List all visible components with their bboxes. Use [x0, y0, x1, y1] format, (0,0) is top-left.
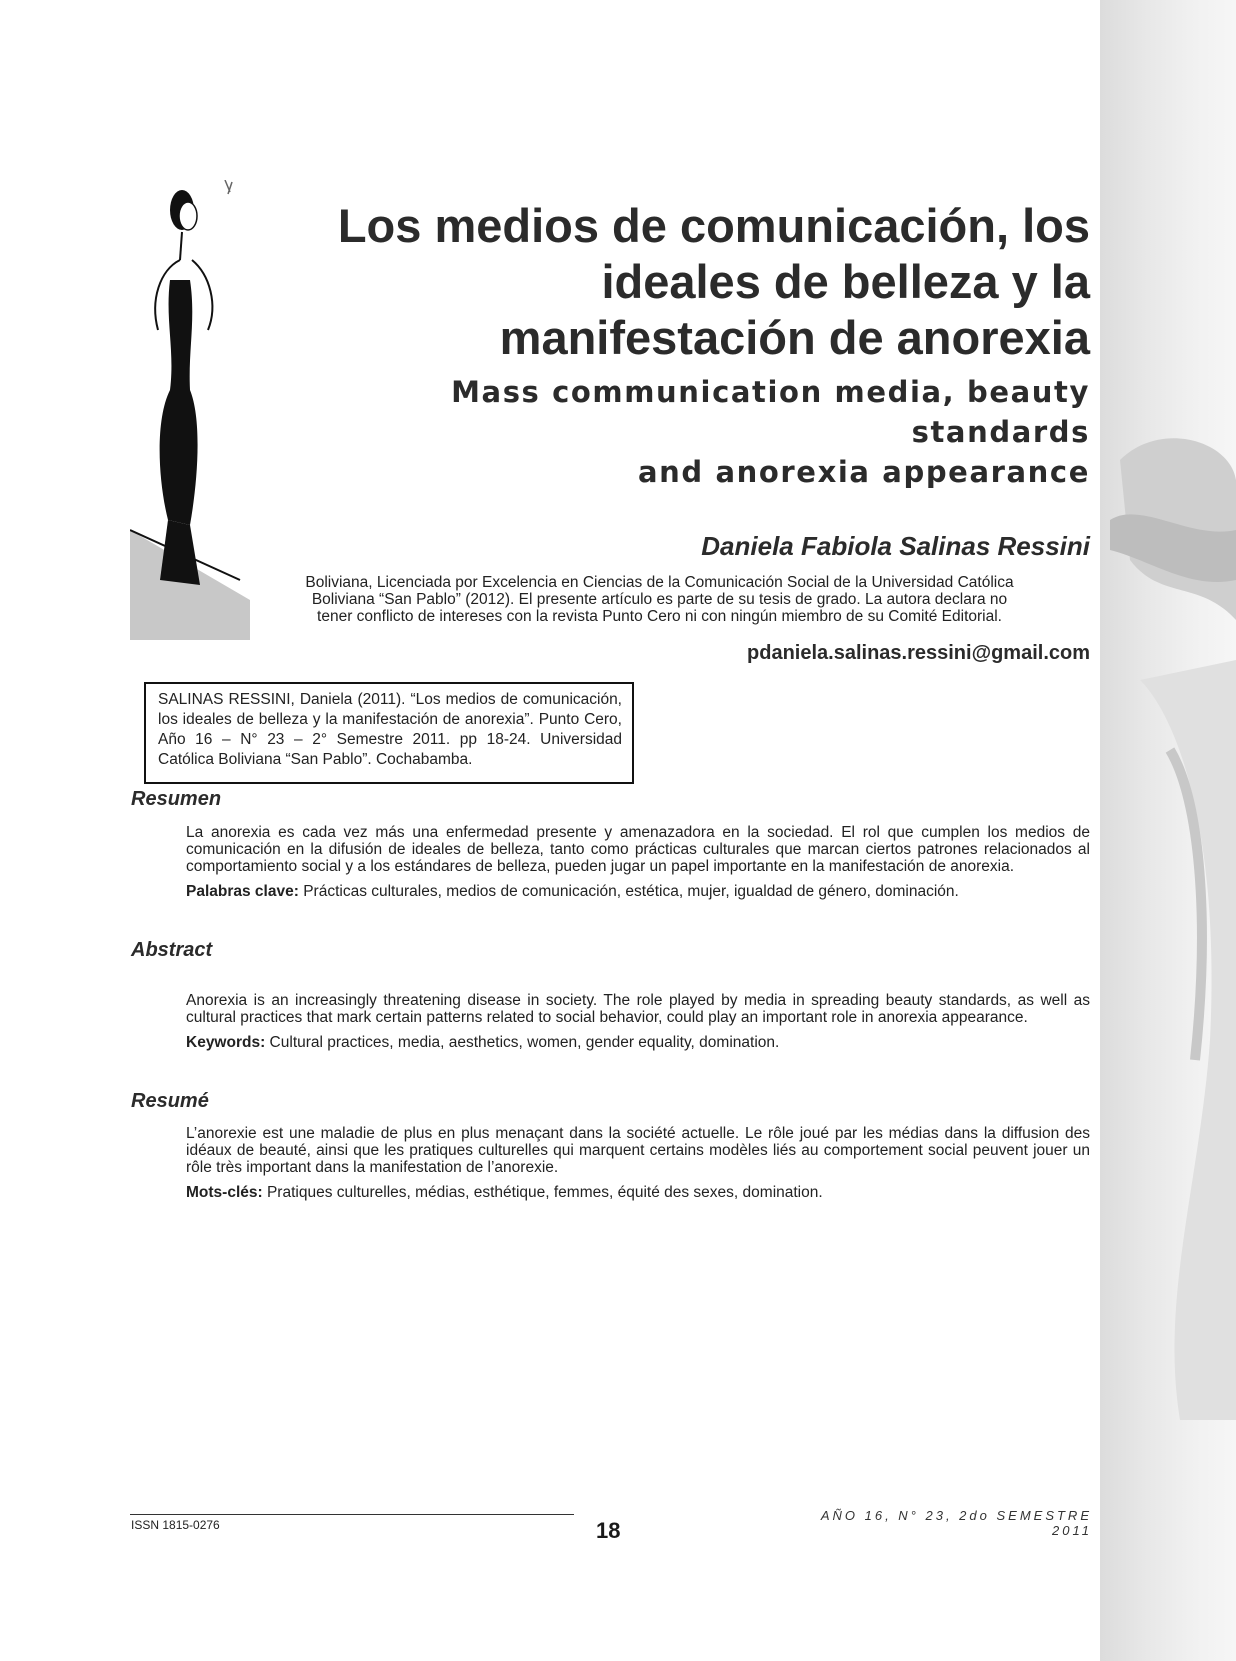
resumen-body: La anorexia es cada vez más una enfermedad presente y amenazadora en la sociedad. El rol que cumplen los medios de comunicación en la difusión de ideales de belleza, tanto como prácticas culturales que marcan ciertos patrones relacionados al comportamiento social y a los estándares de belleza, pueden jugar un papel importante en la manifestación de anorexia. [186, 824, 1090, 875]
title-line: Los medios de comunicación, los [337, 199, 1090, 252]
resume-section [186, 1125, 1090, 1201]
article-title [280, 198, 1090, 366]
resume-keywords [186, 1184, 1090, 1201]
keywords-text: Prácticas culturales, medios de comunicación, estética, mujer, igualdad de género, dominación. [298, 883, 959, 900]
keywords-label: Keywords: [186, 1034, 266, 1051]
abstract-heading: Abstract [131, 939, 213, 961]
issue-info: AÑO 16, N° 23, 2do SEMESTRE 2011 [820, 1508, 1092, 1538]
abstract-body: Anorexia is an increasingly threatening disease in society. The role played by media in spreading beauty standards, as well as cultural practices that mark certain patterns related to social behavior, could play an important role in anorexia appearance. [186, 992, 1090, 1026]
resumen-section [186, 824, 1090, 900]
affiliation-line: Boliviana “San Pablo” (2012). El presente artículo es parte de su tesis de grado. La autora declara no [311, 591, 1008, 608]
decorative-swirl-icon [1100, 420, 1236, 1420]
issn-number: ISSN 1815-0276 [131, 1518, 220, 1532]
title-line: ideales de belleza y la [601, 255, 1090, 308]
title-line: manifestación de anorexia [499, 311, 1090, 364]
subtitle-line: Mass communication media, beauty standards [451, 375, 1090, 449]
footer-rule [130, 1514, 574, 1515]
abstract-keywords [186, 1034, 1090, 1051]
woman-figure-illustration [130, 180, 250, 640]
keywords-text: Cultural practices, media, aesthetics, women, gender equality, domination. [265, 1034, 780, 1051]
resume-body: L’anorexie est une maladie de plus en plus menaçant dans la société actuelle. Le rôle joué par les médias dans la diffusion des idéaux de beauté, ainsi que les pratiques culturelles qui marquent certains modèles liés au comportement social peuvent jouer un rôle très important dans la manifestation de l’anorexie. [186, 1125, 1090, 1176]
author-email[interactable]: pdaniela.salinas.ressini@gmail.com [747, 642, 1090, 664]
affiliation-line: tener conflicto de intereses con la revista Punto Cero ni con ningún miembro de su Comité Editorial. [317, 608, 1002, 625]
author-affiliation [252, 574, 1067, 625]
citation-box: SALINAS RESSINI, Daniela (2011). “Los medios de comunicación, los ideales de belleza y la manifestación de anorexia”. Punto Cero, Año 16 – N° 23 – 2° Semestre 2011. pp 18-24. Universidad Católica Boliviana “San Pablo”. Cochabamba. [144, 682, 634, 784]
keywords-label: Palabras clave: [186, 883, 299, 900]
article-subtitle [280, 372, 1090, 492]
page-number: 18 [596, 1518, 621, 1543]
abstract-section [186, 992, 1090, 1051]
keywords-label: Mots-clés: [186, 1184, 263, 1201]
keywords-text: Pratiques culturelles, médias, esthétique, femmes, équité des sexes, domination. [262, 1184, 823, 1201]
resume-heading: Resumé [131, 1090, 209, 1112]
subtitle-line: and anorexia appearance [638, 455, 1090, 489]
affiliation-line: Boliviana, Licenciada por Excelencia en Ciencias de la Comunicación Social de la Universidad Católica [305, 574, 1014, 591]
resumen-keywords [186, 883, 1090, 900]
resumen-heading: Resumen [131, 788, 222, 810]
author-name: Daniela Fabiola Salinas Ressini [701, 531, 1090, 561]
